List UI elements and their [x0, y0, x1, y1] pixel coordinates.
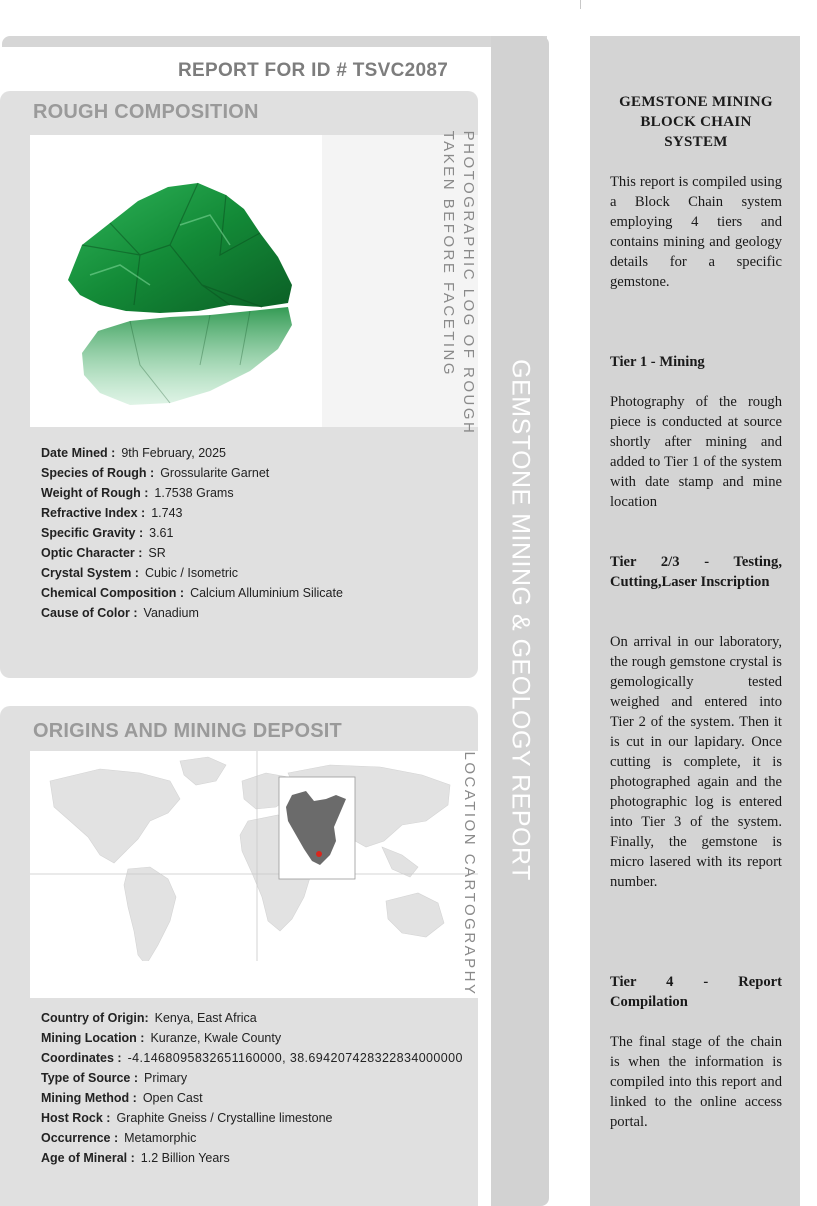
world-map-image	[30, 751, 478, 998]
field-mining-location: Mining Location : Kuranze, Kwale County	[41, 1031, 282, 1045]
top-divider	[580, 0, 581, 9]
report-title: REPORT FOR ID # TSVC2087	[178, 60, 449, 81]
photo-caption: PHOTOGRAPHIC LOG OF ROUGH TAKEN BEFORE FACETING	[440, 130, 477, 436]
field-country-of-origin: Country of Origin: Kenya, East Africa	[41, 1011, 257, 1025]
tier4-body: The final stage of the chain is when the information is compiled into this report and linked to the online access portal.	[610, 1034, 782, 1130]
field-date-mined: Date Mined : 9th February, 2025	[41, 446, 227, 460]
origin-fields	[41, 1008, 463, 1168]
field-species: Species of Rough : Grossularite Garnet	[41, 466, 270, 480]
tier1-title: Tier 1 - Mining	[610, 354, 705, 370]
field-age-of-mineral: Age of Mineral : 1.2 Billion Years	[41, 1151, 230, 1165]
field-occurrence: Occurrence : Metamorphic	[41, 1131, 197, 1145]
tier4-title: Tier 4 - Report Compilation	[610, 974, 782, 1010]
gemstone-image	[30, 135, 478, 427]
field-crystal-system: Crystal System : Cubic / Isometric	[41, 566, 239, 580]
field-cause-of-color: Cause of Color : Vanadium	[41, 606, 199, 620]
map-caption: LOCATION CARTOGRAPHY	[461, 751, 478, 997]
rough-composition-title: ROUGH COMPOSITION	[33, 101, 259, 123]
tier1-body: Photography of the rough piece is conducted at source shortly after mining and added to Tier 1 of the system with date stamp and mine location	[610, 394, 782, 510]
blockchain-heading: GEMSTONE MINING BLOCK CHAIN SYSTEM	[619, 94, 773, 150]
origins-title: ORIGINS AND MINING DEPOSIT	[33, 720, 342, 742]
blockchain-intro: This report is compiled using a Block Chain system employing 4 tiers and contains mining and geology details for a specific gemstone.	[610, 174, 782, 290]
rough-fields	[41, 443, 343, 623]
field-coordinates: Coordinates : -4.1468095832651160000, 38.694207428322834000000	[41, 1051, 463, 1065]
field-host-rock: Host Rock : Graphite Gneiss / Crystalline limestone	[41, 1111, 333, 1125]
field-type-of-source: Type of Source : Primary	[41, 1071, 188, 1085]
location-map	[30, 751, 478, 998]
tier23-body: On arrival in our laboratory, the rough gemstone crystal is gemologically tested weighed and entered into Tier 2 of the system. Then it is cut in our lapidary. Once cutting is complete, it is photographed again and the photographic log is entered into Tier 3 of the system. Finally, the gemstone is micro lasered with its report number.	[610, 634, 782, 890]
rough-photo	[30, 135, 478, 427]
field-weight: Weight of Rough : 1.7538 Grams	[41, 486, 234, 500]
field-refractive-index: Refractive Index : 1.743	[41, 506, 183, 520]
field-chemical-composition: Chemical Composition : Calcium Alluminium Silicate	[41, 586, 343, 600]
tier23-title: Tier 2/3 - Testing, Cutting,Laser Inscription	[610, 554, 782, 590]
field-optic-character: Optic Character : SR	[41, 546, 166, 560]
header-band	[2, 36, 547, 47]
side-title: GEMSTONE MINING & GEOLOGY REPORT	[506, 359, 535, 881]
field-mining-method: Mining Method : Open Cast	[41, 1091, 203, 1105]
field-specific-gravity: Specific Gravity : 3.61	[41, 526, 174, 540]
